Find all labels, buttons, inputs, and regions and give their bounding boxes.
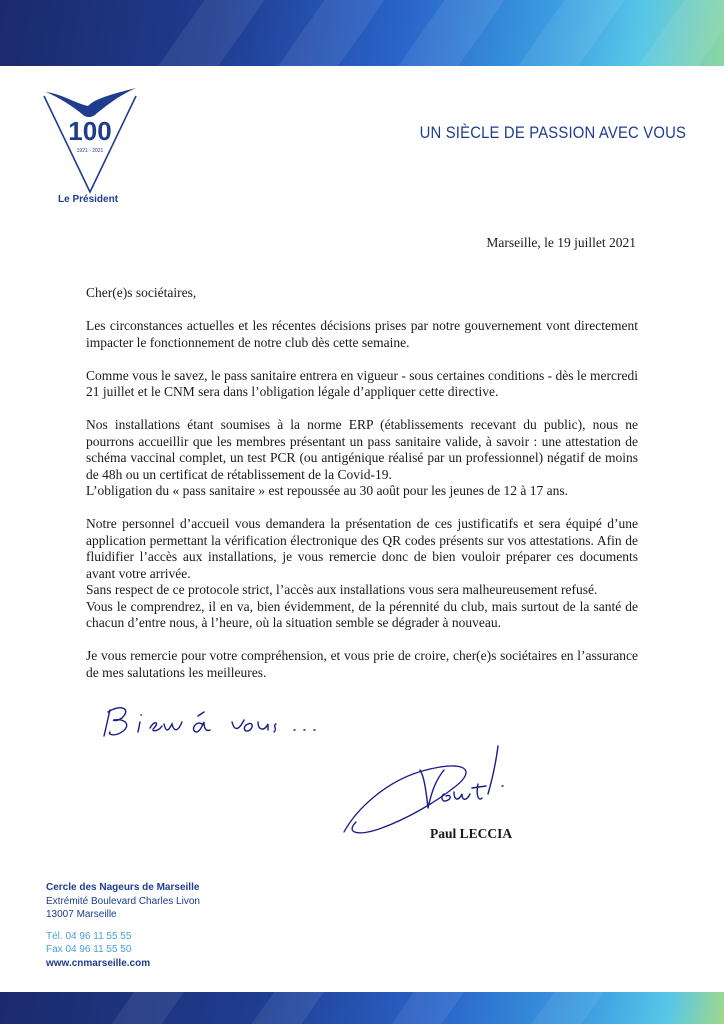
footer-website[interactable]: www.cnmarseille.com (46, 957, 151, 969)
club-logo (42, 84, 138, 194)
paragraph-3a: Nos installations étant soumises à la norme ERP (établissements recevant du public), nous ne pourrons accueillir que les membres présentant un pass sanitaire valide, à savoir : une attestation de schéma vaccinal complet, un test PCR (ou antigénique réalisé par un professionnel) négatif de moins de 48h ou un certificat de rétablissement de la Covid-19. (86, 417, 638, 482)
paragraph-3b: L’obligation du « pass sanitaire » est repoussée au 30 août pour les jeunes de 12 à 17 ans. (86, 483, 569, 498)
footer-address-line2: 13007 Marseille (46, 909, 117, 920)
footer-band (0, 992, 724, 1024)
footer-fax: Fax 04 96 11 55 50 (46, 944, 132, 955)
salutation: Cher(e)s sociétaires, (86, 285, 197, 300)
tagline: UN SIÈCLE DE PASSION AVEC VOUS (419, 124, 686, 142)
footer-phone: Tél. 04 96 11 55 55 (46, 930, 132, 942)
letter-date: Marseille, le 19 juillet 2021 (486, 235, 636, 250)
paragraph-5: Je vous remercie pour votre compréhension, et vous prie de croire, cher(e)s sociétaires en l’assurance de mes salutations les meilleures. (86, 648, 638, 680)
footer (46, 881, 200, 970)
footer-org: Cercle des Nageurs de Marseille (46, 882, 200, 893)
paragraph-1: Les circonstances actuelles et les récentes décisions prises par notre gouvernement vont directement impacter le fonctionnement de notre club dès cette semaine. (86, 318, 638, 350)
paragraph-4b: Sans respect de ce protocole strict, l’accès aux installations vous sera malheureusement refusé. (86, 582, 598, 597)
logo-number: 100 (68, 116, 112, 146)
handwritten-closing (98, 698, 348, 742)
paragraph-2: Comme vous le savez, le pass sanitaire entrera en vigueur - sous certaines conditions - dès le mercredi 21 juillet et le CNM sera dans l’obligation légale d’appliquer cette directive. (86, 367, 638, 399)
header-band (0, 0, 724, 66)
logo-years: 1921 - 2021 (76, 148, 104, 154)
paragraph-4c: Vous le comprendrez, il en va, bien évidemment, de la pérennité du club, mais surtout de la santé de chacun d’entre nous, à l’heure, où la situation semble se dégrader à nouveau. (86, 598, 638, 630)
signer-name: Paul LECCIA (430, 826, 513, 841)
signature (336, 740, 526, 840)
paragraph-4a: Notre personnel d’accueil vous demandera la présentation de ces justificatifs et sera équipé d’une application permettant la vérification électronique des QR codes présents sur vos attestations. Afin de fluidifier l’accès aux installations, je vous remercie donc de bien vouloir préparer ces documents avant votre arrivée. (86, 516, 638, 581)
president-label: Le Président (58, 194, 119, 205)
footer-address-line1: Extrémité Boulevard Charles Livon (46, 895, 200, 907)
letter-body (86, 285, 638, 698)
